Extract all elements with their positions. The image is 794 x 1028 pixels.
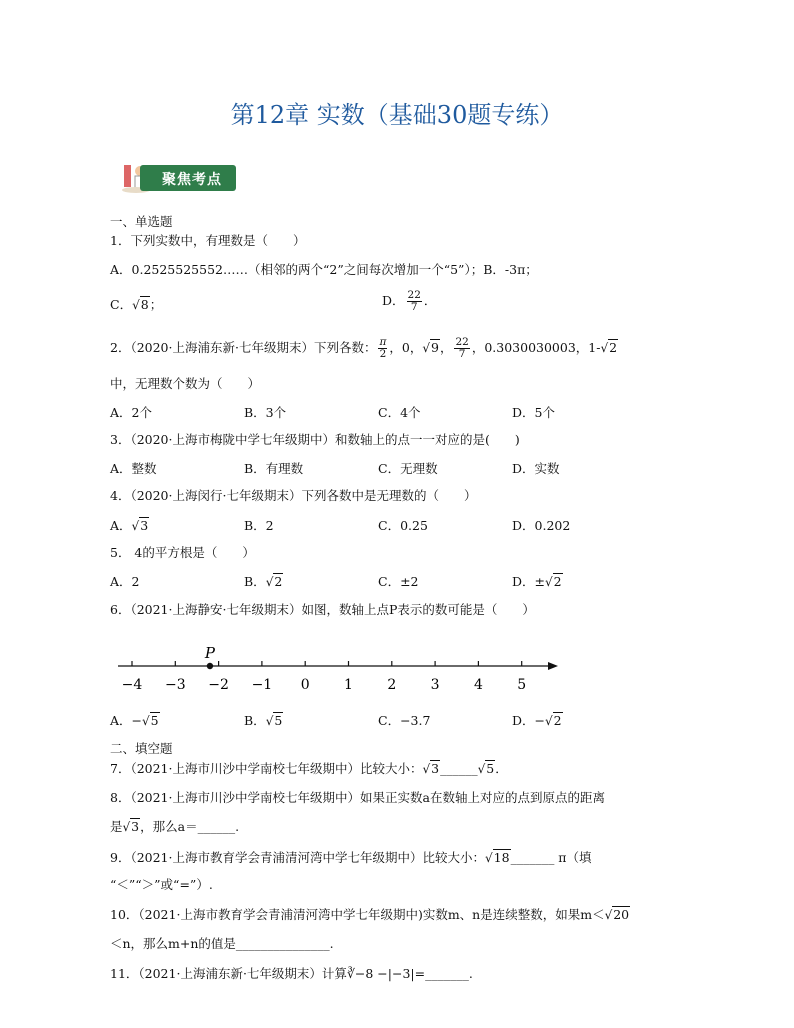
q4-option-c: C．0.25 <box>378 518 428 533</box>
q5-option-c: C．±2 <box>378 574 419 589</box>
number-line-tick-label: 2 <box>387 677 397 693</box>
q2-stem-line2: 中，无理数个数为（ ） <box>110 376 261 391</box>
q6-option-c: C．−3.7 <box>378 713 431 728</box>
number-line-tick-label: 1 <box>344 677 353 693</box>
q1-option-ab: A．0.2525525552……（相邻的两个“2”之间每次增加一个“5”）；B．-3π； <box>110 262 538 277</box>
q2-stem: 2．（2020·上海浦东新·七年级期末）下列各数： $\frac{\pi}{2}$ ，0，√9， $\frac{22}{7}$ ，0.3030030003，1-√2 <box>110 336 618 360</box>
q9-line1: 9．（2021·上海市教育学会青浦清河湾中学七年级期中）比较大小：√18_______ π（填 <box>110 850 592 865</box>
q3-stem: 3．（2020·上海市梅陇中学七年级期中）和数轴上的点一一对应的是( ) <box>110 432 520 447</box>
number-line-tick-label: −2 <box>208 677 229 693</box>
q10-line2: ＜n，那么m+n的值是_______________. <box>110 936 334 951</box>
q5-option-d: D．±√2 <box>512 574 562 589</box>
badge-label: 聚焦考点 <box>162 172 222 188</box>
q4-stem: 4．（2020·上海闵行·七年级期末）下列各数中是无理数的（ ） <box>110 488 477 503</box>
section-fill-blank: 二、填空题 <box>110 741 173 756</box>
q5-option-b: B．√2 <box>244 574 283 589</box>
q11: 11．（2021·上海浦东新·七年级期末）计算∛−8 −|−3|=_______. <box>110 966 473 981</box>
q1-option-d: D． $\frac{22}{7}$ ． <box>382 289 437 313</box>
q6-option-a: A．−√5 <box>110 713 159 728</box>
point-p-label: P <box>204 644 215 662</box>
q2-option-a: A．2个 <box>110 405 152 420</box>
q6-option-b: B．√5 <box>244 713 283 728</box>
q2-option-c: C．4个 <box>378 405 421 420</box>
q3-option-b: B．有理数 <box>244 461 304 476</box>
number-line-arrow <box>548 662 558 670</box>
q5-option-a: A．2 <box>110 574 140 589</box>
q2-option-d: D．5个 <box>512 405 555 420</box>
q6-stem: 6．（2021·上海静安·七年级期末）如图，数轴上点P表示的数可能是（ ） <box>110 602 535 617</box>
number-line-tick-label: −4 <box>121 677 143 693</box>
number-line-tick-label: 3 <box>430 677 440 693</box>
q9-line2: “＜”“＞”或“=”）. <box>110 877 213 892</box>
q1-option-c: C．√8； <box>110 297 163 312</box>
section-single-choice: 一、单选题 <box>110 214 173 229</box>
number-line-tick-label: 5 <box>517 677 527 693</box>
number-line-tick-label: 0 <box>300 677 310 693</box>
q5-stem: 5． 4的平方根是（ ） <box>110 545 255 560</box>
q2-option-b: B．3个 <box>244 405 287 420</box>
number-line-tick-label: −3 <box>164 677 186 693</box>
q1-stem: 1．下列实数中，有理数是（ ） <box>110 233 306 248</box>
q8-line1: 8．（2021·上海市川沙中学南校七年级期中）如果正实数a在数轴上对应的点到原点的距离 <box>110 790 605 805</box>
q10-line1: 10．（2021·上海市教育学会青浦清河湾中学七年级期中)实数m、n是连续整数，如果m＜√20 <box>110 907 630 922</box>
q8-line2: 是√3，那么a＝______. <box>110 819 240 834</box>
q4-option-d: D．0.202 <box>512 518 571 533</box>
number-line-tick-label: 4 <box>473 677 483 693</box>
number-line <box>110 640 570 700</box>
page-title: 第12章 实数（基础30题专练） <box>230 101 564 129</box>
focus-badge <box>118 163 238 193</box>
q4-option-a: A．√3 <box>110 518 149 533</box>
number-line-tick-label: −1 <box>251 677 273 693</box>
q7: 7．（2021·上海市川沙中学南校七年级期中）比较大小：√3______√5． <box>110 761 508 776</box>
q3-option-a: A．整数 <box>110 461 157 476</box>
q4-option-b: B．2 <box>244 518 274 533</box>
q3-option-c: C．无理数 <box>378 461 438 476</box>
point-p-marker <box>207 663 213 669</box>
q6-option-d: D．−√2 <box>512 713 562 728</box>
q3-option-d: D．实数 <box>512 461 560 476</box>
